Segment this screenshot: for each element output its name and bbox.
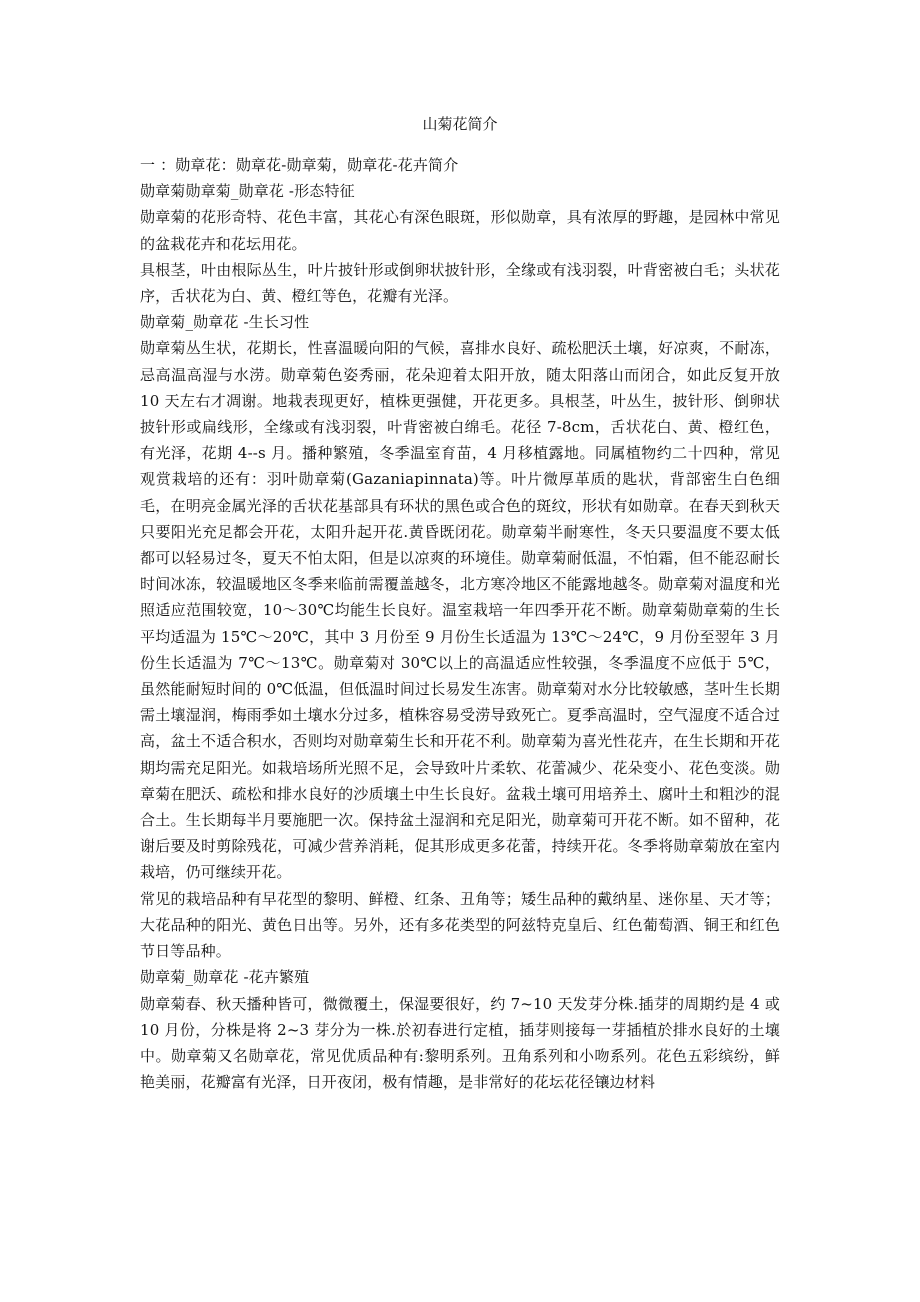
paragraph: 勋章菊_勋章花 -生长习性 bbox=[140, 313, 310, 332]
paragraph: 一 ：勋章花：勋章花-勋章菊，勋章花-花卉简介 bbox=[140, 156, 459, 174]
paragraph: 勋章菊的花形奇特、花色丰富，其花心有深色眼斑，形似勋章，具有浓厚的野趣，是园林中常见的盆栽花卉和花坛用花。 bbox=[140, 208, 780, 253]
document-body bbox=[140, 152, 780, 1095]
paragraph: 勋章菊丛生状，花期长，性喜温暖向阳的气候，喜排水良好、疏松肥沃土壤，好凉爽，不耐冻，忌高温高湿与水涝。勋章菊色姿秀丽，花朵迎着太阳开放，随太阳落山而闭合，如此反复开放 10 天左右才凋谢。地栽表现更好，植株更强健，开花更多。具根茎，叶丛生，披针形、倒卵状披针形或扁线形，全缘或有浅羽裂，叶背密被白绵毛。花径 7-8cm，舌状花白、黄、橙红色，有光泽，花期 4--s 月。播种繁殖，冬季温室育苗，4 月移植露地。同属植物约二十四种，常见观赏栽培的还有：羽叶勋章菊(Gazaniapinnata)等。叶片微厚革质的匙状，背部密生白色细毛，在明亮金属光泽的舌状花基部具有环状的黑色或合色的斑纹，形状有如勋章。在春天到秋天只要阳光充足都会开花，太阳升起开花.黄昏既闭花。勋章菊半耐寒性，冬天只要温度不要太低都可以轻易过冬，夏天不怕太阳，但是以凉爽的环境佳。勋章菊耐低温，不怕霜，但不能忍耐长时间冰冻，较温暖地区冬季来临前需覆盖越冬，北方寒冷地区不能露地越冬。勋章菊对温度和光照适应范围较宽，10～30℃均能生长良好。温室栽培一年四季开花不断。勋章菊勋章菊的生长平均适温为 15℃～20℃，其中 3 月份至 9 月份生长适温为 13℃～24℃，9 月份至翌年 3 月份生长适温为 7℃～13℃。勋章菊对 30℃以上的高温适应性较强，冬季温度不应低于 5℃，虽然能耐短时间的 0℃低温，但低温时间过长易发生冻害。勋章菊对水分比较敏感，茎叶生长期需土壤湿润，梅雨季如土壤水分过多，植株容易受涝导致死亡。夏季高温时，空气湿度不适合过高，盆土不适合积水，否则均对勋章菊生长和开花不利。勋章菊为喜光性花卉，在生长期和开花期均需充足阳光。如栽培场所光照不足，会导致叶片柔软、花蕾减少、花朵变小、花色变淡。勋章菊在肥沃、疏松和排水良好的沙质壤土中生长良好。盆栽土壤可用培养土、腐叶土和粗沙的混合土。生长期每半月要施肥一次。保持盆土湿润和充足阳光，勋章菊可开花不断。如不留种，花谢后要及时剪除残花，可减少营养消耗，促其形成更多花蕾，持续开花。冬季将勋章菊放在室内栽培，仍可继续开花。 bbox=[140, 339, 780, 882]
document-title: 山菊花简介 bbox=[422, 115, 498, 133]
paragraph: 勋章菊勋章菊_勋章花 -形态特征 bbox=[140, 182, 355, 201]
paragraph: 勋章菊_勋章花 -花卉繁殖 bbox=[140, 968, 310, 987]
paragraph: 常见的栽培品种有早花型的黎明、鲜橙、红条、丑角等；矮生品种的戴纳星、迷你星、天才等；大花品种的阳光、黄色日出等。另外，还有多花类型的阿兹特克皇后、红色葡萄酒、铜王和红色节日等品种。 bbox=[140, 889, 780, 961]
paragraph: 勋章菊春、秋天播种皆可，微微覆土，保湿要很好，约 7~10 天发芽分株.插芽的周期约是 4 或 10 月份，分株是将 2~3 芽分为一株.於初春进行定植，插芽则接每一芽插植於排水良好的土壤中。勋章菊又名勋章花，常见优质品种有:黎明系列。丑角系列和小吻系列。花色五彩缤纷，鲜艳美丽，花瓣富有光泽，日开夜闭，极有情趣，是非常好的花坛花径镶边材料 bbox=[140, 994, 780, 1092]
paragraph: 具根茎，叶由根际丛生，叶片披针形或倒卵状披针形，全缘或有浅羽裂，叶背密被白毛；头状花序，舌状花为白、黄、橙红等色，花瓣有光泽。 bbox=[140, 260, 780, 306]
